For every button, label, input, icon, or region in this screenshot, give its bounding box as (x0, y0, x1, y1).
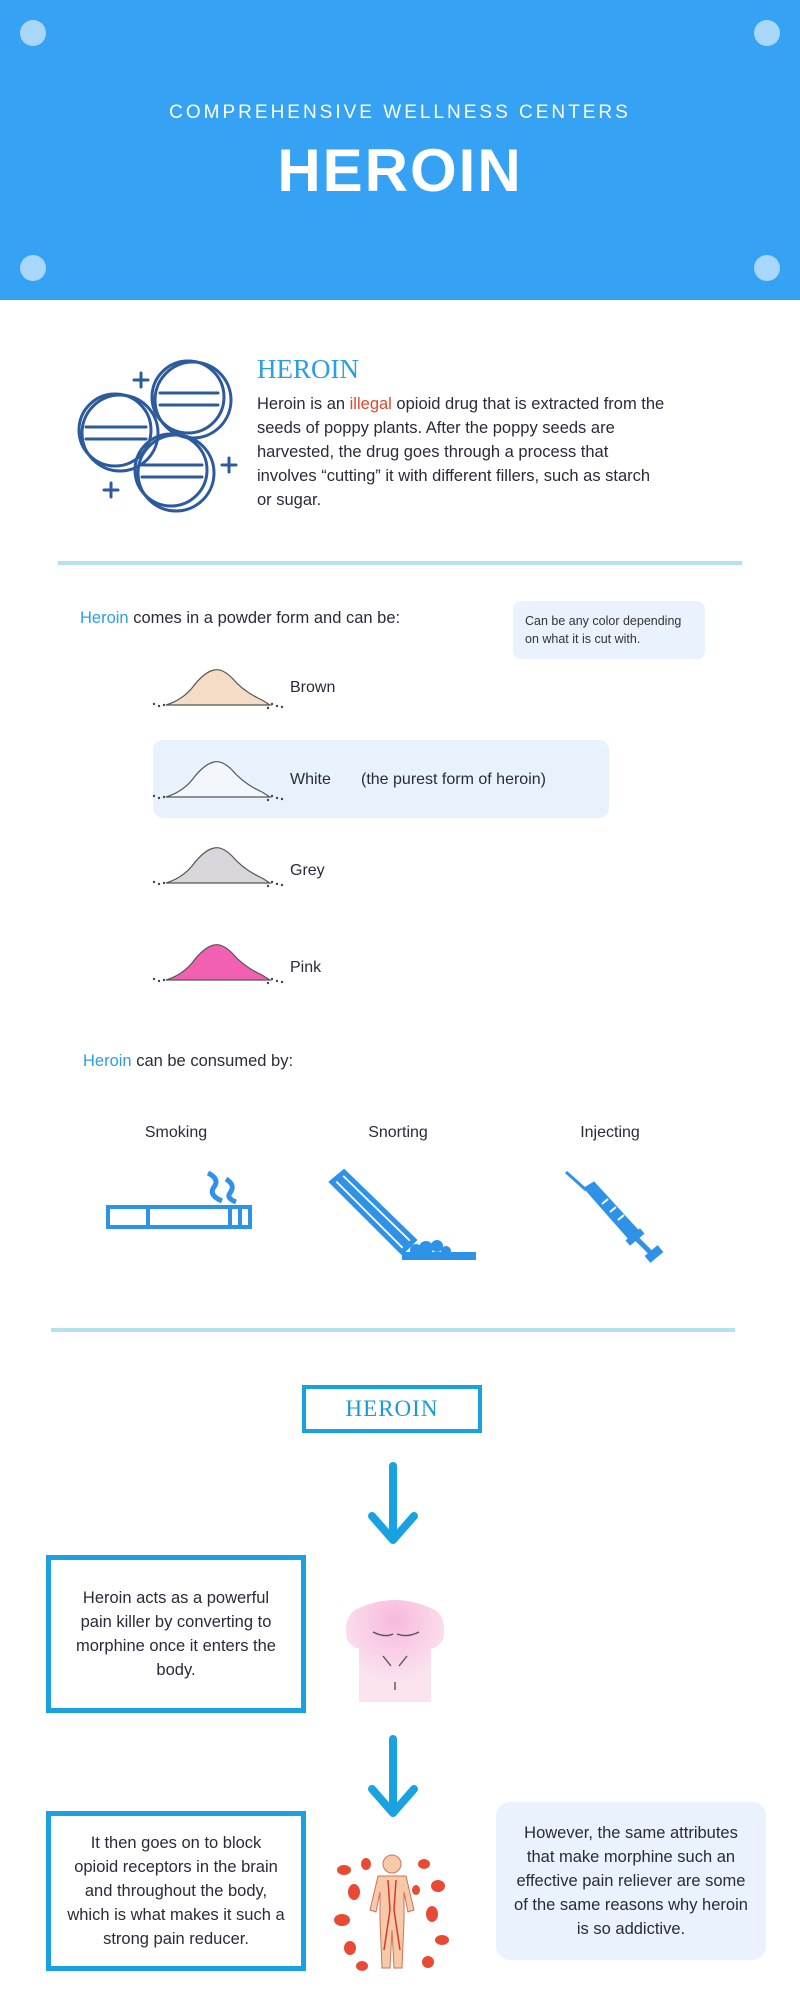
powder-intro-highlight: Heroin (80, 609, 129, 627)
powder-label-grey: Grey (290, 862, 325, 879)
powder-color-note: Can be any color depending on what it is cut with. (513, 601, 705, 659)
header-dot (20, 255, 46, 281)
section-divider (51, 1328, 735, 1332)
syringe-icon (560, 1168, 670, 1268)
powder-label-white: White (290, 771, 331, 788)
powder-pile-icon (152, 660, 287, 710)
powder-label-white-note: (the purest form of heroin) (361, 771, 546, 788)
intro-highlight: illegal (349, 395, 392, 413)
cigarette-icon (100, 1165, 260, 1235)
consumption-intro (83, 1052, 293, 1071)
intro-title: HEROIN (257, 354, 359, 384)
consumption-intro-highlight: Heroin (83, 1052, 132, 1070)
torso-icon (335, 1590, 455, 1705)
method-label-smoking: Smoking (144, 1124, 208, 1141)
powder-intro-text: comes in a powder form and can be: (128, 609, 401, 627)
powder-pile-icon (152, 935, 287, 985)
header-dot (20, 20, 46, 46)
pills-icon (70, 355, 250, 515)
flow-step-box: It then goes on to block opioid receptors in the brain and throughout the body, which is what makes it such a strong pain reducer. (46, 1811, 306, 1971)
consumption-intro-text: can be consumed by: (131, 1052, 294, 1070)
header-dot (754, 20, 780, 46)
flow-title-box: HEROIN (302, 1385, 482, 1433)
addiction-note: However, the same attributes that make morphine such an effective pain reliever are some of the same reasons why heroin is so addictive. (496, 1802, 766, 1960)
arrow-down-icon (366, 1462, 420, 1548)
intro-text-part: Heroin is an (257, 395, 350, 413)
page-title: HEROIN (277, 137, 523, 204)
powder-label-brown: Brown (290, 679, 336, 696)
body-circulation-icon (332, 1850, 452, 1975)
header-dot (754, 255, 780, 281)
section-divider (58, 561, 742, 565)
intro-text (257, 392, 667, 512)
method-label-injecting: Injecting (580, 1124, 640, 1141)
intro-text-part: opioid drug that is extracted from the seeds of poppy plants. After the poppy seeds are harvested, the drug goes through a process that involves “cutting” it with different fillers, such as starch or sugar. (257, 395, 665, 509)
powder-intro (80, 609, 400, 628)
flow-step-box: Heroin acts as a powerful pain killer by converting to morphine once it enters the body. (46, 1555, 306, 1713)
powder-pile-icon (152, 752, 287, 802)
powder-label-pink: Pink (290, 959, 322, 976)
header-subtitle: COMPREHENSIVE WELLNESS CENTERS (169, 102, 631, 123)
method-label-snorting: Snorting (368, 1124, 428, 1141)
powder-pile-icon (152, 838, 287, 888)
snorting-straw-icon (322, 1168, 482, 1268)
arrow-down-icon (366, 1735, 420, 1821)
